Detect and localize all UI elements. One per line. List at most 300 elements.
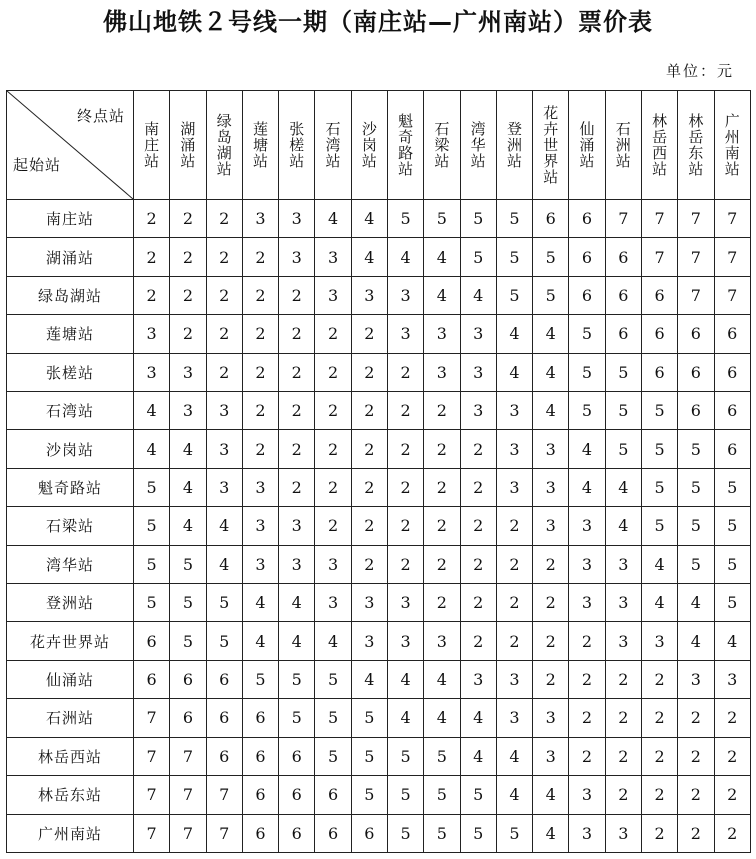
column-header — [641, 91, 677, 200]
fare-cell: 3 — [387, 276, 423, 314]
fare-cell: 3 — [424, 315, 460, 353]
fare-cell: 2 — [351, 468, 387, 506]
fare-cell: 3 — [496, 392, 532, 430]
fare-cell: 2 — [569, 660, 605, 698]
fare-cell: 6 — [605, 315, 641, 353]
fare-cell: 7 — [134, 814, 170, 853]
fare-cell: 4 — [460, 737, 496, 775]
fare-cell: 5 — [460, 776, 496, 814]
table-row — [7, 507, 751, 545]
header-row — [7, 91, 751, 200]
fare-cell: 2 — [315, 353, 351, 391]
fare-cell: 4 — [170, 468, 206, 506]
fare-cell: 5 — [533, 238, 569, 276]
fare-cell: 3 — [170, 353, 206, 391]
fare-cell: 4 — [170, 507, 206, 545]
fare-cell: 5 — [569, 353, 605, 391]
fare-cell: 2 — [279, 315, 315, 353]
fare-cell: 5 — [279, 699, 315, 737]
fare-cell: 5 — [641, 507, 677, 545]
fare-cell: 2 — [569, 737, 605, 775]
origin-station-name: 湖涌站 — [7, 238, 134, 276]
fare-cell: 4 — [242, 584, 278, 622]
fare-cell: 3 — [569, 584, 605, 622]
fare-cell: 2 — [678, 699, 714, 737]
table-row — [7, 315, 751, 353]
fare-cell: 6 — [569, 276, 605, 314]
fare-cell: 4 — [387, 238, 423, 276]
fare-cell: 4 — [605, 468, 641, 506]
fare-cell: 6 — [714, 392, 751, 430]
fare-cell: 2 — [569, 622, 605, 660]
fare-cell: 6 — [641, 315, 677, 353]
fare-cell: 4 — [533, 776, 569, 814]
table-row — [7, 392, 751, 430]
fare-cell: 2 — [424, 545, 460, 583]
fare-cell: 5 — [496, 814, 532, 853]
column-header — [533, 91, 569, 200]
column-header — [605, 91, 641, 200]
destination-station-name: 沙岗站 — [361, 120, 377, 170]
fare-cell: 7 — [714, 200, 751, 238]
fare-cell: 2 — [387, 353, 423, 391]
fare-cell: 3 — [242, 507, 278, 545]
column-header — [496, 91, 532, 200]
fare-cell: 2 — [279, 430, 315, 468]
fare-cell: 4 — [387, 699, 423, 737]
origin-station-name: 张槎站 — [7, 353, 134, 391]
fare-cell: 7 — [641, 238, 677, 276]
column-header — [242, 91, 278, 200]
fare-cell: 6 — [242, 699, 278, 737]
fare-cell: 3 — [569, 545, 605, 583]
fare-cell: 6 — [315, 776, 351, 814]
destination-station-name: 张槎站 — [289, 120, 305, 170]
destination-station-name: 石洲站 — [615, 120, 631, 170]
fare-cell: 2 — [315, 430, 351, 468]
fare-cell: 5 — [134, 545, 170, 583]
fare-cell: 2 — [387, 430, 423, 468]
fare-cell: 7 — [678, 276, 714, 314]
fare-cell: 4 — [424, 660, 460, 698]
fare-cell: 2 — [134, 276, 170, 314]
fare-cell: 3 — [315, 238, 351, 276]
table-row — [7, 814, 751, 853]
fare-cell: 2 — [605, 776, 641, 814]
fare-cell: 2 — [641, 699, 677, 737]
fare-cell: 2 — [424, 392, 460, 430]
corner-cell — [7, 91, 134, 200]
fare-cell: 2 — [351, 507, 387, 545]
fare-cell: 2 — [678, 814, 714, 853]
fare-cell: 5 — [533, 276, 569, 314]
fare-cell: 5 — [424, 737, 460, 775]
fare-cell: 5 — [387, 200, 423, 238]
origin-station-name: 南庄站 — [7, 200, 134, 238]
fare-cell: 2 — [460, 430, 496, 468]
column-header — [315, 91, 351, 200]
fare-cell: 2 — [315, 468, 351, 506]
fare-cell: 2 — [424, 507, 460, 545]
fare-cell: 3 — [242, 545, 278, 583]
fare-cell: 2 — [678, 776, 714, 814]
fare-cell: 7 — [678, 238, 714, 276]
fare-cell: 2 — [387, 392, 423, 430]
fare-cell: 4 — [351, 238, 387, 276]
column-header — [714, 91, 751, 200]
fare-cell: 3 — [678, 660, 714, 698]
fare-cell: 6 — [206, 737, 242, 775]
fare-cell: 4 — [424, 699, 460, 737]
table-row — [7, 622, 751, 660]
destination-station-name: 花卉世界站 — [543, 104, 559, 186]
fare-cell: 2 — [242, 430, 278, 468]
fare-cell: 2 — [242, 392, 278, 430]
table-row — [7, 737, 751, 775]
fare-cell: 2 — [279, 353, 315, 391]
fare-cell: 4 — [134, 430, 170, 468]
fare-cell: 2 — [242, 276, 278, 314]
fare-cell: 2 — [533, 584, 569, 622]
fare-cell: 3 — [569, 814, 605, 853]
fare-cell: 3 — [605, 814, 641, 853]
fare-cell: 5 — [387, 776, 423, 814]
destination-station-name: 石梁站 — [434, 120, 450, 170]
fare-cell: 4 — [424, 276, 460, 314]
fare-cell: 2 — [605, 737, 641, 775]
table-row — [7, 200, 751, 238]
fare-cell: 2 — [387, 507, 423, 545]
fare-cell: 6 — [569, 200, 605, 238]
fare-cell: 3 — [206, 468, 242, 506]
destination-station-name: 登洲站 — [506, 120, 522, 170]
fare-cell: 5 — [714, 468, 751, 506]
fare-cell: 2 — [387, 545, 423, 583]
fare-cell: 3 — [533, 737, 569, 775]
table-row — [7, 545, 751, 583]
fare-cell: 5 — [351, 737, 387, 775]
column-header — [678, 91, 714, 200]
fare-cell: 5 — [678, 468, 714, 506]
fare-cell: 6 — [279, 776, 315, 814]
fare-cell: 5 — [351, 776, 387, 814]
fare-cell: 2 — [605, 699, 641, 737]
fare-cell: 5 — [351, 699, 387, 737]
fare-cell: 2 — [714, 814, 751, 853]
fare-cell: 2 — [206, 238, 242, 276]
fare-cell: 2 — [460, 545, 496, 583]
fare-cell: 4 — [279, 622, 315, 660]
fare-cell: 2 — [460, 584, 496, 622]
fare-cell: 6 — [714, 315, 751, 353]
fare-cell: 5 — [678, 545, 714, 583]
origin-station-name: 石梁站 — [7, 507, 134, 545]
fare-cell: 7 — [714, 238, 751, 276]
fare-cell: 2 — [206, 276, 242, 314]
fare-cell: 2 — [714, 776, 751, 814]
fare-cell: 6 — [569, 238, 605, 276]
fare-cell: 5 — [569, 315, 605, 353]
fare-cell: 3 — [387, 315, 423, 353]
fare-cell: 6 — [242, 814, 278, 853]
fare-cell: 2 — [351, 392, 387, 430]
fare-cell: 3 — [533, 468, 569, 506]
fare-cell: 4 — [460, 276, 496, 314]
origin-station-name: 林岳西站 — [7, 737, 134, 775]
fare-cell: 5 — [714, 507, 751, 545]
fare-cell: 5 — [387, 737, 423, 775]
fare-cell: 2 — [134, 200, 170, 238]
origin-station-name: 石洲站 — [7, 699, 134, 737]
fare-cell: 4 — [714, 622, 751, 660]
fare-cell: 4 — [279, 584, 315, 622]
fare-cell: 5 — [170, 622, 206, 660]
fare-cell: 5 — [206, 584, 242, 622]
table-row — [7, 276, 751, 314]
fare-cell: 2 — [569, 699, 605, 737]
fare-cell: 2 — [170, 238, 206, 276]
fare-cell: 6 — [242, 776, 278, 814]
fare-cell: 7 — [605, 200, 641, 238]
fare-cell: 7 — [134, 776, 170, 814]
fare-cell: 4 — [533, 392, 569, 430]
column-header — [351, 91, 387, 200]
fare-cell: 2 — [496, 545, 532, 583]
fare-cell: 4 — [533, 353, 569, 391]
fare-cell: 4 — [351, 660, 387, 698]
origin-station-name: 花卉世界站 — [7, 622, 134, 660]
fare-cell: 5 — [569, 392, 605, 430]
fare-cell: 7 — [170, 776, 206, 814]
fare-cell: 5 — [714, 584, 751, 622]
fare-cell: 3 — [460, 353, 496, 391]
fare-cell: 3 — [134, 315, 170, 353]
fare-cell: 2 — [424, 584, 460, 622]
fare-cell: 3 — [533, 430, 569, 468]
fare-cell: 2 — [315, 392, 351, 430]
fare-cell: 3 — [714, 660, 751, 698]
fare-cell: 5 — [460, 814, 496, 853]
fare-cell: 2 — [641, 660, 677, 698]
column-header — [424, 91, 460, 200]
fare-cell: 2 — [279, 468, 315, 506]
fare-cell: 2 — [460, 468, 496, 506]
page-title: 佛山地铁２号线一期（南庄站—广州南站）票价表 — [103, 8, 653, 36]
destination-station-name: 魁奇路站 — [398, 112, 414, 178]
fare-cell: 2 — [641, 737, 677, 775]
fare-cell: 6 — [678, 392, 714, 430]
fare-table — [6, 90, 751, 853]
fare-cell: 2 — [714, 737, 751, 775]
origin-station-name: 绿岛湖站 — [7, 276, 134, 314]
table-row — [7, 353, 751, 391]
table-row — [7, 776, 751, 814]
fare-cell: 7 — [206, 776, 242, 814]
fare-cell: 3 — [460, 315, 496, 353]
unit-label: 单位：元 — [665, 62, 734, 80]
fare-cell: 6 — [206, 699, 242, 737]
fare-cell: 2 — [533, 622, 569, 660]
fare-cell: 7 — [170, 814, 206, 853]
fare-cell: 3 — [605, 545, 641, 583]
fare-cell: 2 — [460, 507, 496, 545]
fare-cell: 6 — [714, 430, 751, 468]
fare-cell: 3 — [242, 200, 278, 238]
column-header — [134, 91, 170, 200]
fare-cell: 4 — [242, 622, 278, 660]
fare-cell: 3 — [496, 699, 532, 737]
fare-cell: 7 — [714, 276, 751, 314]
fare-cell: 5 — [134, 507, 170, 545]
fare-cell: 2 — [279, 276, 315, 314]
fare-cell: 6 — [605, 238, 641, 276]
fare-cell: 2 — [641, 814, 677, 853]
fare-cell: 3 — [315, 545, 351, 583]
fare-cell: 2 — [424, 430, 460, 468]
fare-cell: 2 — [678, 737, 714, 775]
origin-label: 起始站 — [13, 156, 62, 174]
column-header — [206, 91, 242, 200]
fare-cell: 2 — [641, 776, 677, 814]
fare-cell: 6 — [605, 276, 641, 314]
fare-cell: 5 — [424, 776, 460, 814]
fare-cell: 3 — [279, 507, 315, 545]
fare-cell: 6 — [206, 660, 242, 698]
column-header — [170, 91, 206, 200]
fare-cell: 2 — [351, 353, 387, 391]
fare-cell: 2 — [170, 315, 206, 353]
column-header — [279, 91, 315, 200]
fare-cell: 6 — [678, 315, 714, 353]
fare-cell: 3 — [206, 430, 242, 468]
fare-cell: 3 — [242, 468, 278, 506]
destination-station-name: 南庄站 — [144, 120, 160, 170]
fare-cell: 3 — [279, 238, 315, 276]
fare-cell: 3 — [496, 430, 532, 468]
fare-cell: 2 — [351, 545, 387, 583]
fare-cell: 5 — [641, 468, 677, 506]
fare-cell: 2 — [533, 660, 569, 698]
fare-cell: 4 — [496, 315, 532, 353]
fare-cell: 4 — [678, 584, 714, 622]
fare-cell: 3 — [387, 622, 423, 660]
fare-cell: 3 — [605, 622, 641, 660]
fare-cell: 2 — [714, 699, 751, 737]
fare-cell: 6 — [714, 353, 751, 391]
fare-cell: 3 — [533, 507, 569, 545]
origin-station-name: 林岳东站 — [7, 776, 134, 814]
fare-cell: 4 — [496, 776, 532, 814]
fare-cell: 5 — [206, 622, 242, 660]
origin-station-name: 石湾站 — [7, 392, 134, 430]
fare-cell: 5 — [279, 660, 315, 698]
fare-cell: 3 — [496, 660, 532, 698]
fare-cell: 3 — [206, 392, 242, 430]
fare-cell: 2 — [533, 545, 569, 583]
fare-cell: 5 — [134, 584, 170, 622]
fare-cell: 2 — [170, 276, 206, 314]
fare-cell: 7 — [641, 200, 677, 238]
fare-cell: 3 — [279, 200, 315, 238]
destination-station-name: 仙涌站 — [579, 120, 595, 170]
fare-cell: 7 — [170, 737, 206, 775]
fare-cell: 4 — [641, 545, 677, 583]
fare-cell: 6 — [170, 660, 206, 698]
fare-cell: 2 — [242, 315, 278, 353]
fare-cell: 4 — [315, 200, 351, 238]
destination-station-name: 林岳西站 — [652, 112, 668, 178]
fare-cell: 3 — [424, 353, 460, 391]
fare-cell: 2 — [242, 238, 278, 276]
fare-cell: 6 — [279, 737, 315, 775]
fare-cell: 3 — [170, 392, 206, 430]
fare-cell: 4 — [605, 507, 641, 545]
fare-cell: 2 — [424, 468, 460, 506]
fare-cell: 2 — [460, 622, 496, 660]
fare-cell: 5 — [242, 660, 278, 698]
fare-cell: 4 — [170, 430, 206, 468]
fare-cell: 4 — [641, 584, 677, 622]
column-header — [460, 91, 496, 200]
table-row — [7, 238, 751, 276]
destination-station-name: 广州南站 — [724, 112, 740, 178]
fare-cell: 2 — [206, 353, 242, 391]
fare-cell: 7 — [206, 814, 242, 853]
origin-station-name: 仙涌站 — [7, 660, 134, 698]
fare-cell: 5 — [605, 430, 641, 468]
origin-station-name: 登洲站 — [7, 584, 134, 622]
origin-station-name: 沙岗站 — [7, 430, 134, 468]
fare-cell: 7 — [134, 699, 170, 737]
fare-cell: 5 — [315, 699, 351, 737]
fare-cell: 2 — [206, 315, 242, 353]
fare-cell: 3 — [351, 622, 387, 660]
fare-cell: 3 — [641, 622, 677, 660]
fare-cell: 5 — [605, 392, 641, 430]
fare-cell: 7 — [134, 737, 170, 775]
fare-cell: 2 — [315, 315, 351, 353]
fare-cell: 5 — [678, 507, 714, 545]
fare-cell: 5 — [496, 276, 532, 314]
fare-cell: 2 — [387, 468, 423, 506]
fare-cell: 5 — [460, 238, 496, 276]
fare-cell: 3 — [605, 584, 641, 622]
fare-cell: 5 — [714, 545, 751, 583]
fare-cell: 3 — [460, 660, 496, 698]
fare-cell: 4 — [315, 622, 351, 660]
destination-station-name: 绿岛湖站 — [216, 112, 232, 178]
fare-cell: 4 — [460, 699, 496, 737]
fare-cell: 5 — [170, 545, 206, 583]
column-header — [387, 91, 423, 200]
fare-cell: 6 — [242, 737, 278, 775]
fare-cell: 5 — [424, 200, 460, 238]
fare-cell: 6 — [315, 814, 351, 853]
column-header — [569, 91, 605, 200]
fare-cell: 2 — [206, 200, 242, 238]
fare-cell: 5 — [605, 353, 641, 391]
fare-cell: 6 — [641, 353, 677, 391]
fare-cell: 5 — [641, 392, 677, 430]
fare-cell: 5 — [315, 737, 351, 775]
origin-station-name: 莲塘站 — [7, 315, 134, 353]
fare-cell: 5 — [134, 468, 170, 506]
fare-cell: 5 — [424, 814, 460, 853]
table-row — [7, 699, 751, 737]
fare-cell: 4 — [351, 200, 387, 238]
fare-cell: 4 — [424, 238, 460, 276]
fare-cell: 5 — [496, 200, 532, 238]
